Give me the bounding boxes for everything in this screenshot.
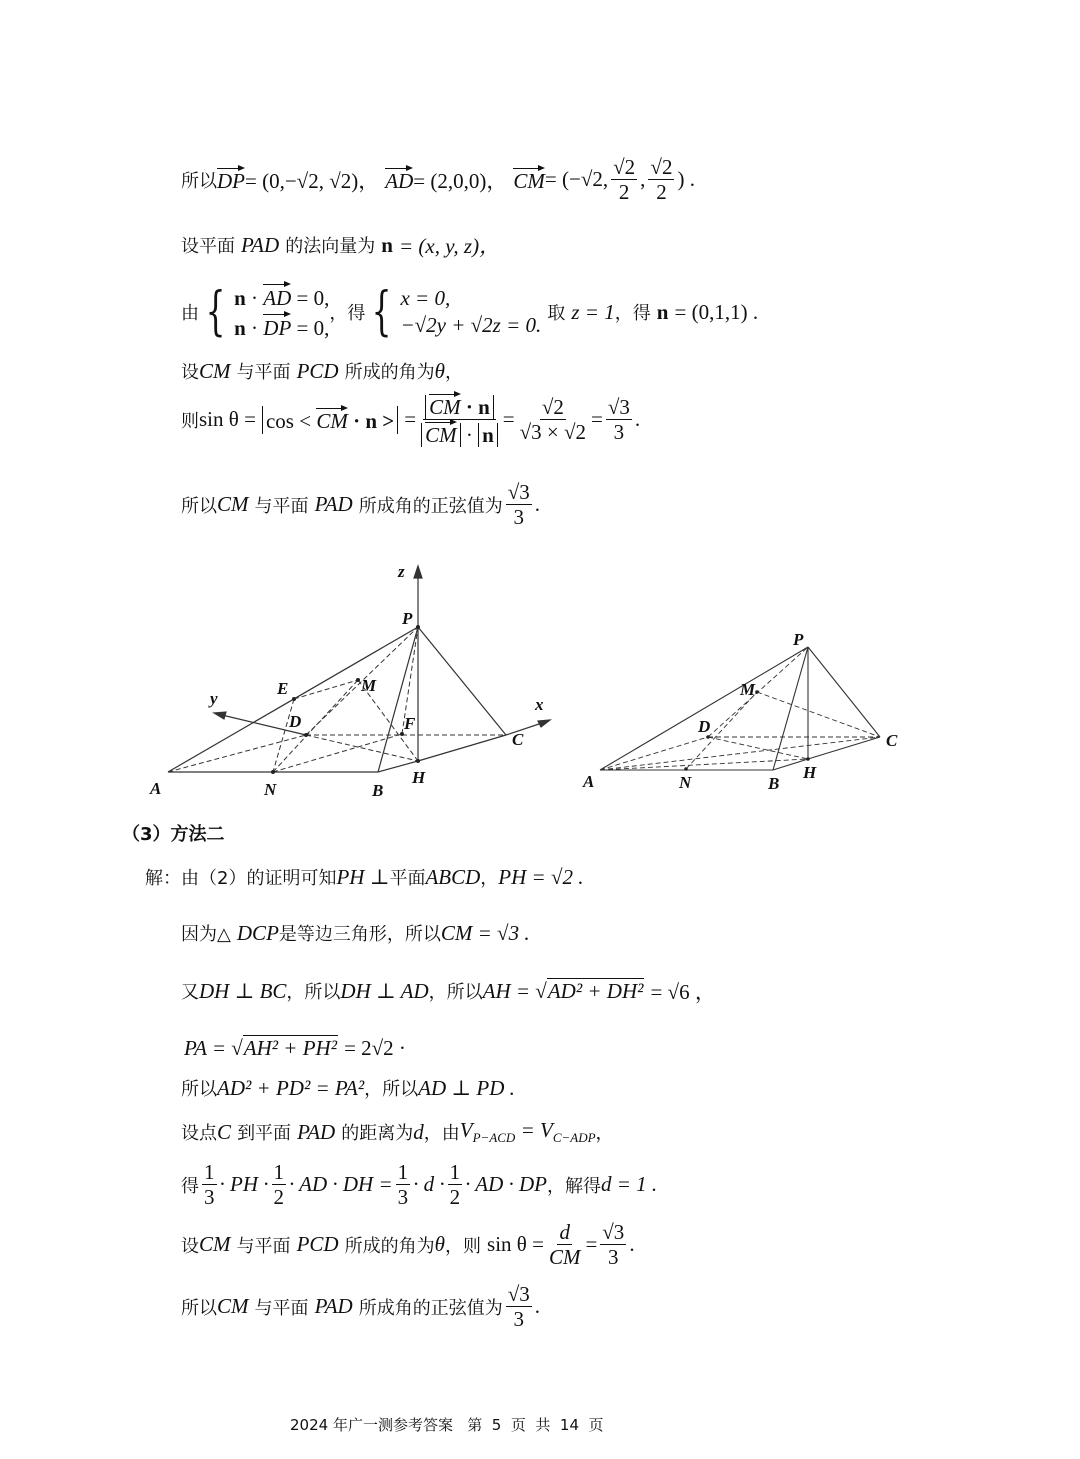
math: DH ⊥ BC <box>199 978 287 1003</box>
math: C <box>217 1119 232 1144</box>
den: 3 <box>204 1185 215 1210</box>
math: sin θ = <box>487 1232 544 1257</box>
label-z: z <box>398 562 405 581</box>
text: 与平面 <box>236 362 291 383</box>
math: · AD · DP <box>465 1172 547 1197</box>
den: 3 <box>397 1185 409 1210</box>
text: ，得 <box>614 303 651 325</box>
vector-cm: CM <box>316 406 348 434</box>
math: = 2√2 · <box>344 1035 406 1060</box>
den: 2 <box>273 1185 284 1210</box>
math: PH ⊥ <box>336 864 390 889</box>
den: CM <box>548 1245 581 1270</box>
den: 3 <box>513 1307 525 1332</box>
line-perpendicular <box>181 1075 515 1101</box>
vector-dp: DP <box>263 312 291 342</box>
label-b: B <box>372 781 384 800</box>
label-a: A <box>583 772 595 791</box>
text: 所以 <box>181 1297 217 1319</box>
math: = (0,−√2, √2)， <box>245 168 380 193</box>
num: √3 <box>607 395 630 419</box>
math: θ <box>434 358 445 383</box>
line-solution <box>145 864 583 890</box>
text: 所成的角为 <box>344 362 435 383</box>
math: PCD <box>296 358 339 383</box>
math: = <box>404 407 417 432</box>
math: = (0,1,1) . <box>674 299 759 324</box>
math: n <box>381 232 393 257</box>
subscript: P−ACD <box>472 1130 516 1146</box>
math: . <box>534 1294 541 1319</box>
math: · d · <box>413 1172 445 1197</box>
math: n <box>234 286 246 310</box>
math: CM <box>217 492 249 517</box>
num: 1 <box>204 1160 215 1184</box>
math: = <box>502 407 515 432</box>
math: PA = √ <box>184 1035 243 1060</box>
math: CM = √3 . <box>440 920 530 945</box>
num: 1 <box>397 1160 409 1184</box>
math: AH = √ <box>482 978 547 1003</box>
text: （3）方法二 <box>122 824 225 845</box>
label-x: x <box>535 695 544 714</box>
math: −√2y + √2z = 0. <box>400 313 542 338</box>
den: √3 × √2 <box>519 420 587 445</box>
text: 到平面 <box>237 1123 292 1145</box>
math: = √6 ， <box>650 980 716 1004</box>
math: DCP <box>236 920 279 945</box>
label-m: M <box>740 680 756 699</box>
figure-1-labels <box>149 562 544 800</box>
text: 设 <box>181 1235 199 1257</box>
text: 是等边三角形，所以 <box>278 924 441 945</box>
math: ) . <box>677 167 695 192</box>
text: ， <box>595 1123 614 1145</box>
text: 由 <box>181 303 199 325</box>
math: AD ⊥ PD . <box>418 1075 515 1100</box>
den: 2 <box>449 1185 461 1210</box>
line-sine-2 <box>181 1220 635 1269</box>
math: , <box>640 167 646 192</box>
num: √3 <box>507 1282 530 1306</box>
text: 平面 <box>389 868 426 889</box>
num: √3 <box>602 1220 625 1244</box>
brace: { <box>371 282 392 343</box>
label-c: C <box>886 731 898 750</box>
line-conclusion-2 <box>181 1282 540 1331</box>
text: ， <box>480 868 499 889</box>
text: 设平面 <box>181 236 235 257</box>
math: = 0, <box>296 316 330 341</box>
math: PAD <box>314 1294 353 1319</box>
math: · PH · <box>219 1172 269 1197</box>
math: = 0, <box>296 286 330 310</box>
text: ，所以 <box>428 982 483 1003</box>
math: = <box>591 407 603 432</box>
section-heading <box>122 820 225 846</box>
label-m: M <box>361 676 377 695</box>
page-footer: 2024 年广一测参考答案 第 5 页 共 14 页 <box>290 1416 604 1434</box>
label-p: P <box>402 609 413 628</box>
num: 1 <box>449 1160 461 1184</box>
vector-ad: AD <box>385 166 413 194</box>
line-distance <box>181 1118 614 1146</box>
figure-1-solid-lines <box>168 566 550 772</box>
label-f: F <box>404 714 416 733</box>
radicand: AD² + DH² <box>547 979 644 1003</box>
math: V <box>540 1118 553 1142</box>
text: 与平面 <box>236 1235 291 1257</box>
vector-cm: CM <box>425 420 457 447</box>
label-e: E <box>277 679 289 698</box>
line-pa <box>184 1035 406 1061</box>
label-y: y <box>210 689 218 708</box>
label-b: B <box>768 774 780 793</box>
text: 因为△ <box>181 924 231 945</box>
num: √2 <box>541 395 564 419</box>
text: 设点 <box>181 1123 217 1145</box>
math: = (x, y, z)， <box>399 234 501 258</box>
math: · n <box>465 395 490 419</box>
text: 所以 <box>181 1079 217 1100</box>
math: PH = √2 . <box>498 864 584 889</box>
math: cos < <box>265 408 312 433</box>
math: d <box>413 1119 424 1144</box>
math: sin θ = <box>199 407 256 432</box>
radicand: AH² + PH² <box>243 1036 338 1060</box>
text: 与平面 <box>254 495 309 517</box>
math: = <box>585 1232 598 1257</box>
math: n <box>482 423 494 448</box>
text: 则 <box>181 410 199 432</box>
text: ，所以 <box>364 1079 419 1100</box>
num: √3 <box>507 480 530 504</box>
math: n <box>234 316 246 341</box>
math: CM <box>199 358 231 383</box>
text: 设 <box>181 362 199 383</box>
math: · <box>251 286 259 310</box>
label-h: H <box>412 768 426 787</box>
math: · AD · DH = <box>289 1172 393 1197</box>
label-d: D <box>698 717 711 736</box>
math: ABCD <box>425 864 481 889</box>
math: PCD <box>296 1232 339 1257</box>
num: 1 <box>273 1160 284 1184</box>
den: 2 <box>656 180 667 205</box>
num: d <box>559 1220 570 1244</box>
math: θ <box>434 1232 445 1257</box>
math: DH ⊥ AD <box>340 978 429 1003</box>
vector-ad: AD <box>263 282 291 312</box>
fraction <box>272 1160 287 1209</box>
line-volume <box>181 1160 657 1209</box>
brace: { <box>205 282 226 343</box>
fraction <box>448 1160 463 1209</box>
label-p: P <box>793 630 804 649</box>
label-a: A <box>150 779 162 798</box>
math: CM <box>217 1294 249 1319</box>
text: 所成角的正弦值为 <box>358 495 503 517</box>
math: · <box>251 316 259 341</box>
text: ，解得 <box>546 1175 601 1197</box>
fraction <box>547 1220 583 1269</box>
math: PAD <box>241 232 280 257</box>
text: 取 <box>547 303 566 325</box>
den: 3 <box>608 1245 619 1270</box>
x-axis-arrow <box>538 720 550 727</box>
math: PAD <box>297 1119 336 1144</box>
text: 解：由（2）的证明可知 <box>145 868 337 889</box>
vector-dp: DP <box>217 166 245 194</box>
num: √2 <box>613 155 636 179</box>
fraction <box>396 1160 411 1209</box>
math: x = 0, <box>400 286 451 310</box>
math: PAD <box>314 492 353 517</box>
math: z = 1 <box>571 299 615 324</box>
fraction <box>600 1220 626 1269</box>
label-n: N <box>264 780 277 799</box>
den: 2 <box>618 180 630 205</box>
math: AD² + PD² = PA² <box>217 1075 365 1100</box>
figure-2-hidden-lines <box>600 647 880 770</box>
fraction <box>202 1160 217 1209</box>
text: ，由 <box>423 1123 460 1145</box>
line-equilateral <box>181 920 530 946</box>
text: ，得 <box>329 303 366 325</box>
math: CM <box>199 1232 231 1257</box>
text: 得 <box>181 1175 199 1197</box>
math: = (−√2, <box>544 167 609 192</box>
den: 3 <box>613 420 625 445</box>
label-n: N <box>679 773 692 792</box>
figure-2-labels <box>582 630 898 793</box>
math: d = 1 . <box>600 1172 658 1197</box>
y-axis-arrow <box>214 712 226 719</box>
text: ，所以 <box>286 982 341 1003</box>
math: · n > <box>353 408 395 433</box>
num: √2 <box>650 155 673 179</box>
label-h: H <box>803 763 817 782</box>
math: . <box>629 1232 635 1257</box>
text: 所成的角为 <box>344 1235 435 1257</box>
math: = <box>520 1118 535 1142</box>
text: 的法向量为 <box>285 236 376 257</box>
vector-cm: CM <box>513 166 545 194</box>
text: 所以 <box>181 170 217 192</box>
text: 又 <box>181 982 199 1003</box>
text: 的距离为 <box>341 1123 414 1145</box>
fraction <box>506 1282 532 1331</box>
text: ， <box>444 362 463 383</box>
subscript: C−ADP <box>552 1130 596 1146</box>
text: ，则 <box>444 1235 481 1257</box>
math: . <box>634 407 641 432</box>
text: 所成角的正弦值为 <box>358 1297 503 1319</box>
math: V <box>459 1118 473 1142</box>
math: · <box>465 423 473 448</box>
text: 与平面 <box>254 1297 309 1319</box>
text: 所以 <box>181 495 217 517</box>
z-axis-arrow <box>414 566 422 578</box>
math: n <box>656 299 669 324</box>
vector-cm: CM <box>429 392 461 419</box>
den: 3 <box>513 505 525 530</box>
math: . <box>534 492 541 517</box>
label-d: D <box>289 712 302 731</box>
math: = (2,0,0)， <box>413 168 508 193</box>
label-c: C <box>512 730 524 749</box>
line-ah <box>181 976 716 1006</box>
